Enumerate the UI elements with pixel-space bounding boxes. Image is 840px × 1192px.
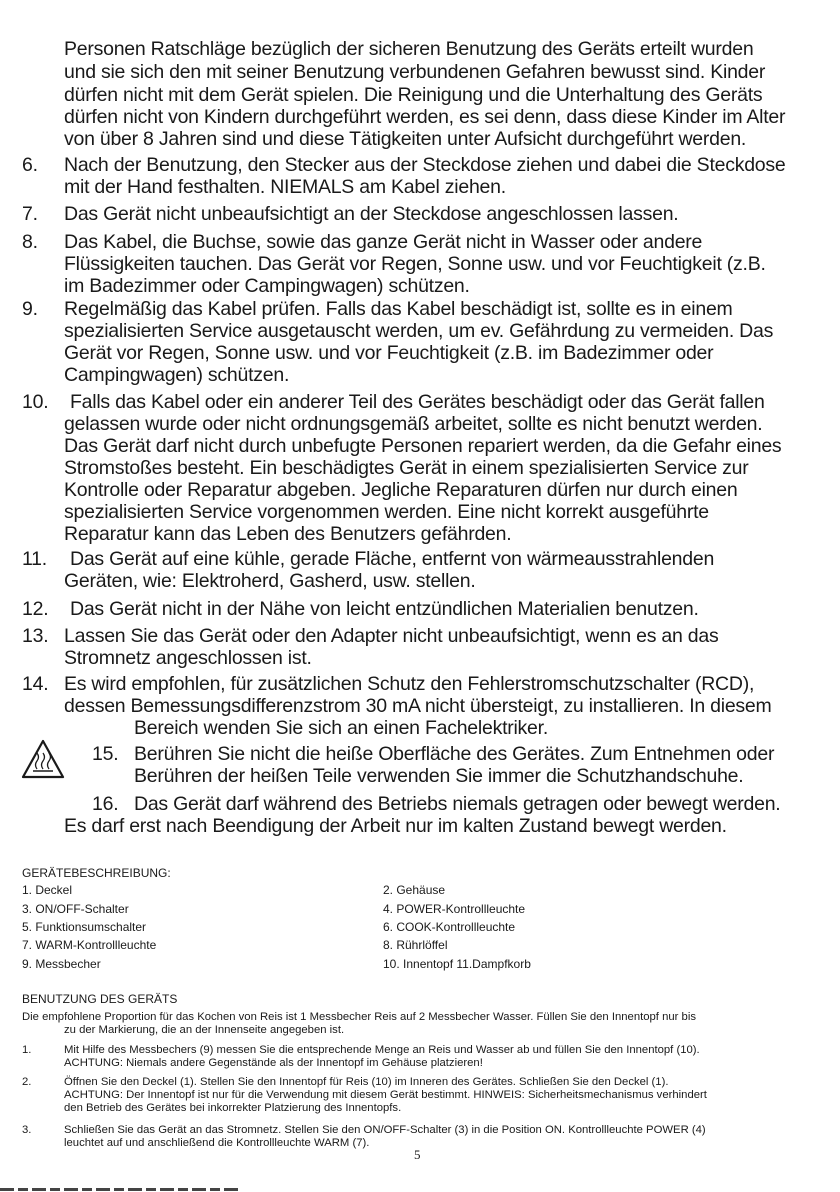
part-item: 10. Innentopf 11.Dampfkorb [383, 957, 531, 971]
text-line: Regelmäßig das Kabel prüfen. Falls das Kabel beschädigt ist, sollte es in einem [64, 298, 733, 320]
text-line: Flüssigkeiten tauchen. Das Gerät vor Regen, Sonne usw. und vor Feuchtigkeit (z.B. [64, 253, 766, 275]
item-number: 16. [92, 793, 119, 815]
part-item: 1. Deckel [22, 883, 73, 897]
hot-surface-warning-icon [21, 739, 65, 779]
text-line: Das Kabel, die Buchse, sowie das ganze Gerät nicht in Wasser oder andere [64, 231, 703, 253]
text-line: Gerät vor Regen, Sonne usw. und vor Feuchtigkeit (z.B. im Badezimmer oder [64, 342, 714, 364]
part-item: 2. Gehäuse [383, 883, 446, 897]
text-line: Falls das Kabel oder ein anderer Teil des Gerätes beschädigt oder das Gerät fallen [70, 391, 765, 413]
text-line: Lassen Sie das Gerät oder den Adapter nicht unbeaufsichtigt, wenn es an das [64, 625, 719, 647]
text-line: Campingwagen) schützen. [64, 364, 290, 386]
page-number: 5 [414, 1147, 421, 1162]
step-number: 1. [22, 1044, 32, 1056]
item-number: 8. [22, 231, 38, 253]
text-line: Kontrolle oder Reparatur abgeben. Jegliche Reparaturen dürfen nur durch einen [64, 479, 738, 501]
part-item: 5. Funktionsumschalter [22, 920, 147, 934]
text-line: den Betrieb des Gerätes bei inkorrekter Platzierung des Innentopfs. [64, 1102, 402, 1114]
text-line: Öffnen Sie den Deckel (1). Stellen Sie den Innentopf für Reis (10) im Inneren des Gerätes. Schließen Sie den Deckel (1). [64, 1076, 669, 1088]
text-line: dessen Bemessungsdifferenzstrom 30 mA nicht übersteigt, zu installieren. In diesem [64, 695, 772, 717]
item-number: 13. [22, 625, 49, 647]
text-line: spezialisierten Service vorgenommen werden. Eine nicht korrekt ausgeführte [64, 501, 709, 523]
text-line: Das Gerät darf während des Betriebs niemals getragen oder bewegt werden. [134, 793, 781, 815]
text-line: Reparatur kann das Leben des Benutzers gefährden. [64, 523, 512, 545]
text-line: Mit Hilfe des Messbechers (9) messen Sie die entsprechende Menge an Reis und Wasser ab und füllen Sie den Innentopf (10). [64, 1044, 700, 1056]
item-number: 11. [22, 548, 47, 570]
text-line: Schließen Sie das Gerät an das Stromnetz. Stellen Sie den ON/OFF-Schalter (3) in die Position ON. Kontrollleuchte POWER (4) [64, 1124, 706, 1136]
text-line: Geräten, wie: Elektroherd, Gasherd, usw. stellen. [64, 570, 476, 592]
text-line: ACHTUNG: Niemals andere Gegenstände als der Innentopf im Gehäuse platzieren! [64, 1057, 483, 1069]
text-line: Die empfohlene Proportion für das Kochen von Reis ist 1 Messbecher Reis auf 2 Messbecher Wasser. Füllen Sie den Innentopf nur bis [22, 1011, 696, 1023]
text-line: von über 8 Jahren sind und diese Tätigkeiten unter Aufsicht durchgeführt werden. [64, 128, 747, 150]
part-item: 6. COOK-Kontrollleuchte [383, 920, 516, 934]
text-line: leuchtet auf und anschließend die Kontrollleuchte WARM (7). [64, 1137, 370, 1149]
text-line: Nach der Benutzung, den Stecker aus der Steckdose ziehen und dabei die Steckdose [64, 154, 786, 176]
item-number: 12. [22, 598, 49, 620]
text-line: Berühren der heißen Teile verwenden Sie immer die Schutzhandschuhe. [134, 765, 744, 787]
step-number: 3. [22, 1124, 32, 1136]
text-line: dürfen nicht mit dem Gerät spielen. Die Reinigung und die Unterhaltung des Geräts [64, 84, 763, 106]
text-line: dürfen nicht von Kindern durchgeführt werden, es sei denn, dass diese Kinder im Alter [64, 106, 786, 128]
text-line: Personen Ratschläge bezüglich der sicheren Benutzung des Geräts erteilt wurden [64, 38, 754, 60]
text-line: Das Gerät nicht in der Nähe von leicht entzündlichen Materialien benutzen. [70, 598, 699, 620]
text-line: Stromstoßes besteht. Ein beschädigtes Gerät in einem spezialisierten Service zur [64, 457, 749, 479]
text-line: Berühren Sie nicht die heiße Oberfläche des Gerätes. Zum Entnehmen oder [134, 743, 775, 765]
text-line: spezialisierten Service ausgetauscht werden, um ev. Gefährdung zu vermeiden. Das [64, 320, 774, 342]
text-line: Es wird empfohlen, für zusätzlichen Schutz den Fehlerstromschutzschalter (RCD), [64, 673, 755, 695]
section-heading: BENUTZUNG DES GERÄTS [22, 992, 178, 1006]
text-line: zu der Markierung, die an der Innenseite angegeben ist. [64, 1024, 345, 1036]
item-number: 14. [22, 673, 49, 695]
section-heading: GERÄTEBESCHREIBUNG: [22, 866, 171, 880]
text-line: Das Gerät darf nicht durch unbefugte Personen repariert werden, da die Gefahr eines [64, 435, 782, 457]
text-line: und sie sich den mit seiner Benutzung verbundenen Gefahren bewusst sind. Kinder [64, 61, 766, 83]
item-number: 9. [22, 298, 38, 320]
footer-rule [0, 1188, 240, 1191]
part-item: 4. POWER-Kontrollleuchte [383, 902, 526, 916]
item-number: 7. [22, 203, 38, 225]
item-number: 10. [22, 391, 49, 413]
step-number: 2. [22, 1076, 32, 1088]
text-line: Das Gerät nicht unbeaufsichtigt an der Steckdose angeschlossen lassen. [64, 203, 679, 225]
text-line: Bereich wenden Sie sich an einen Fachelektriker. [134, 717, 548, 739]
part-item: 8. Rührlöffel [383, 938, 448, 952]
part-item: 9. Messbecher [22, 957, 101, 971]
part-item: 7. WARM-Kontrollleuchte [22, 938, 157, 952]
text-line: Das Gerät auf eine kühle, gerade Fläche, entfernt von wärmeausstrahlenden [70, 548, 715, 570]
text-line: Stromnetz angeschlossen ist. [64, 647, 312, 669]
text-line: ACHTUNG: Der Innentopf ist nur für die Verwendung mit diesem Gerät bestimmt. HINWEIS: Sicherheitsmechanismus verhindert [64, 1089, 707, 1101]
text-line: im Badezimmer oder Campingwagen) schützen. [64, 275, 470, 297]
text-line: Es darf erst nach Beendigung der Arbeit nur im kalten Zustand bewegt werden. [64, 815, 727, 837]
item-number: 15. [92, 743, 119, 765]
item-number: 6. [22, 154, 38, 176]
text-line: gelassen wurde oder nicht ordnungsgemäß arbeitet, sollte es nicht benutzt werden. [64, 413, 763, 435]
part-item: 3. ON/OFF-Schalter [22, 902, 129, 916]
text-line: mit der Hand festhalten. NIEMALS am Kabel ziehen. [64, 176, 506, 198]
